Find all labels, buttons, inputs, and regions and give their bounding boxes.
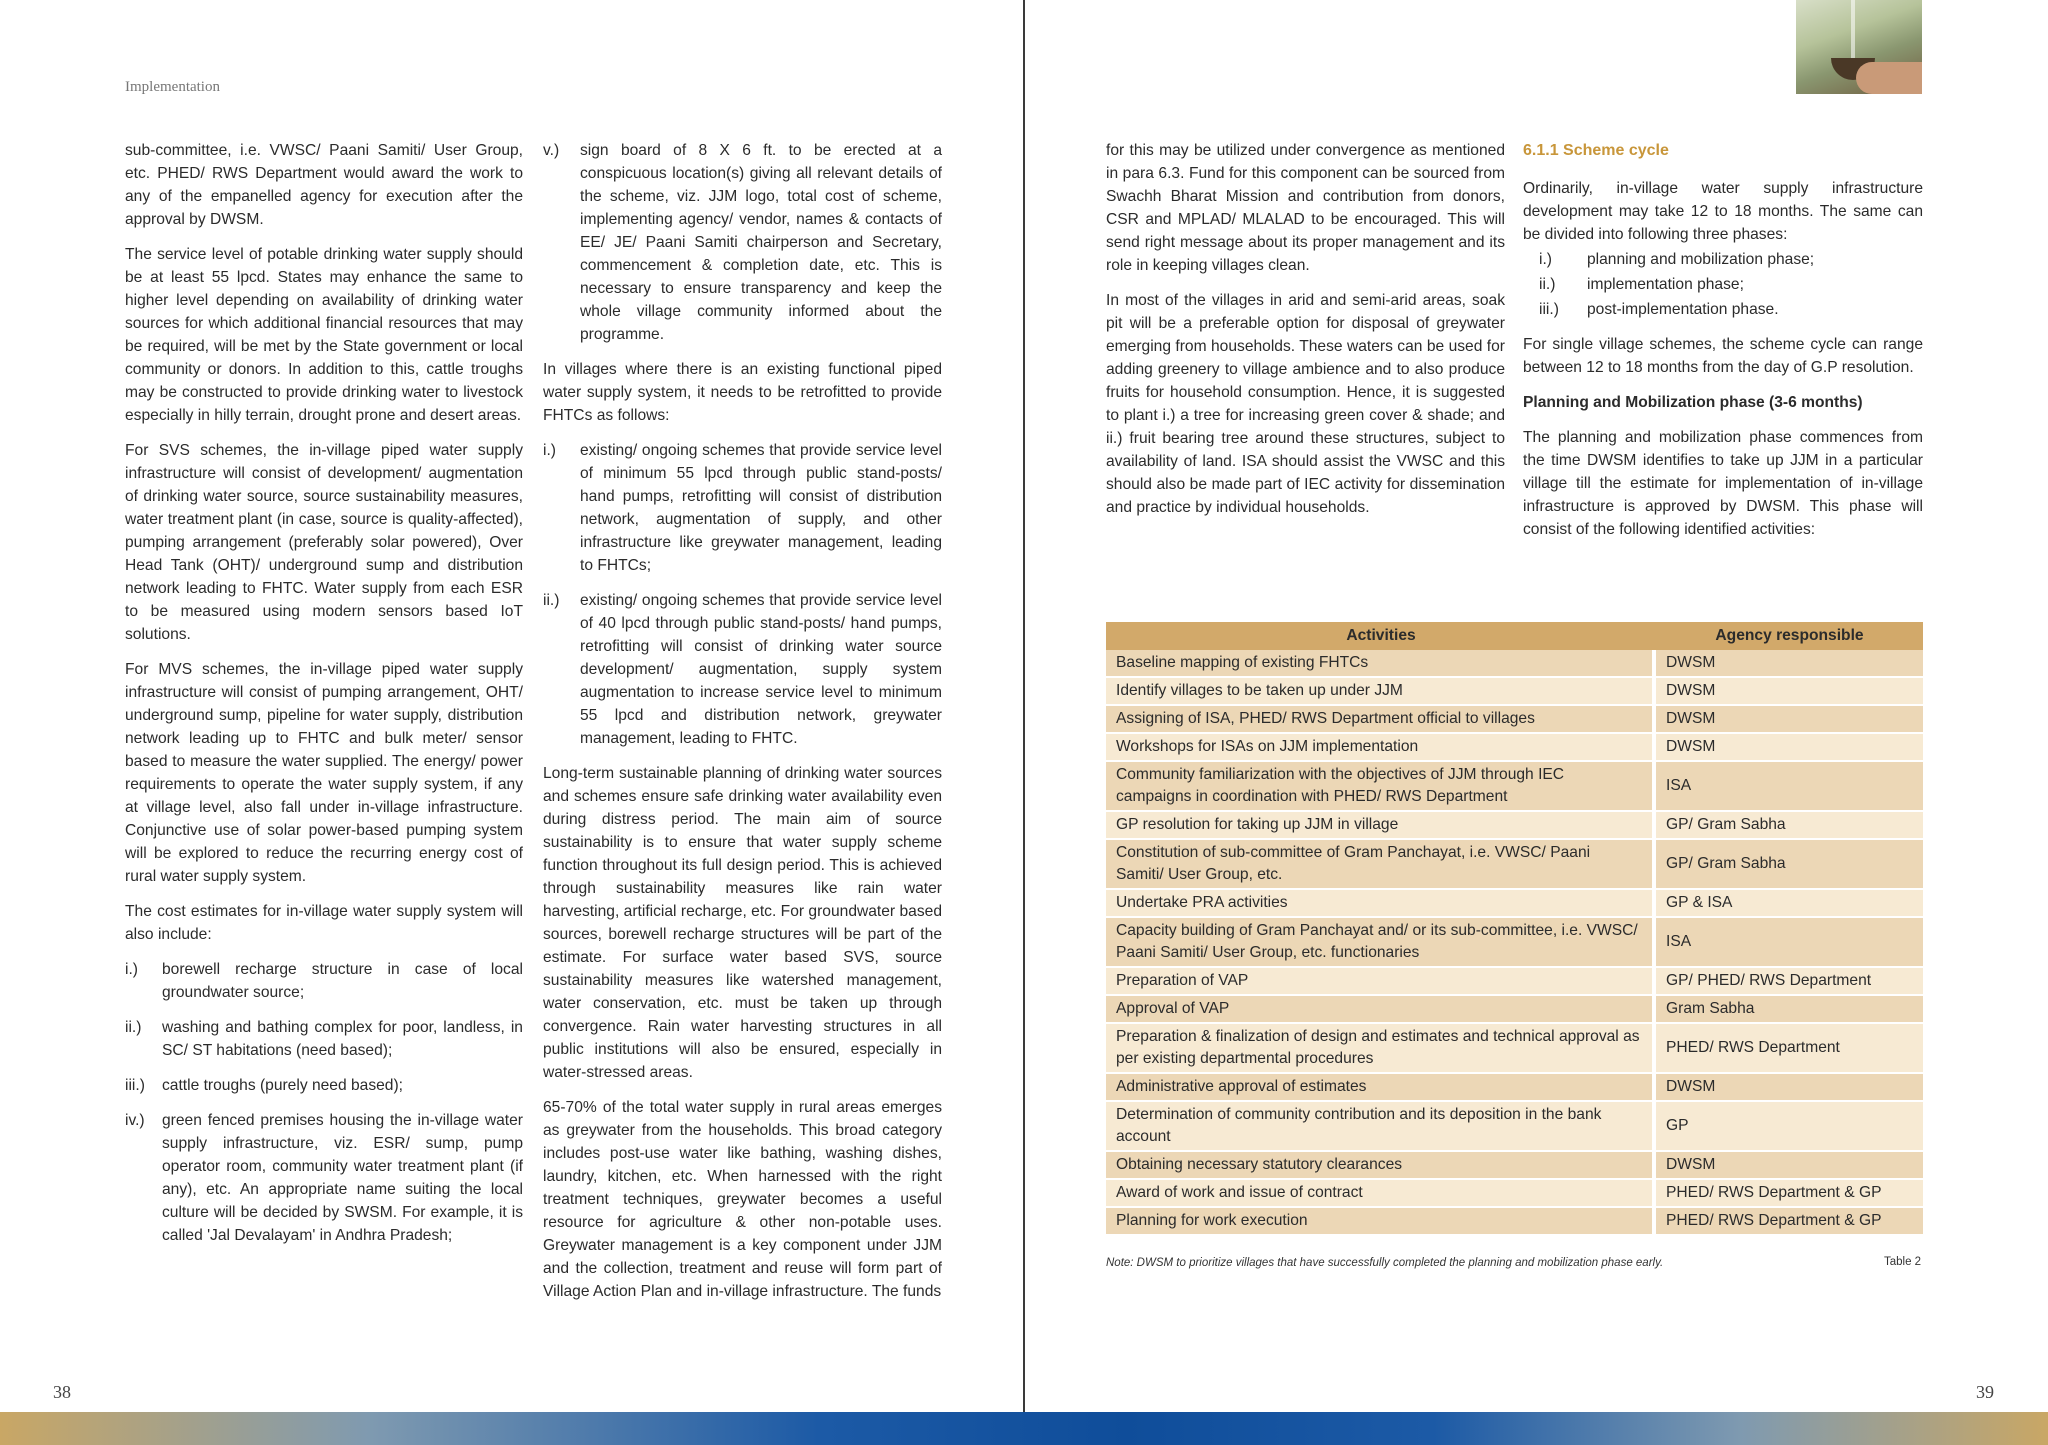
activity-cell: Award of work and issue of contract bbox=[1106, 1180, 1656, 1208]
paragraph: for this may be utilized under convergence as mentioned in para 6.3. Fund for this component can be sourced from Swachh Bharat Mission and contribution from donors, CSR and MPLAD/ MLALAD to be encouraged. This will send right message about its proper management and its role in keeping villages clean. bbox=[1106, 142, 1505, 274]
paragraph: For MVS schemes, the in-village piped water supply infrastructure will consist of pumping arrangement, OHT/ underground sump, pipeline for water supply, distribution network leading up to FHTC and bulk meter/ sensor based to measure the water supplied. The energy/ power requirements to operate the water supply system, if any at village level, also fall under in-village infrastructure. Conjunctive use of solar power-based pumping system will be explored to reduce the recurring energy cost of rural water supply system. bbox=[125, 661, 523, 885]
list-text: existing/ ongoing schemes that provide service level of 40 lpcd through public stand-posts/ hand pumps, retrofitting will consist of drinking water source development/ augmentation, supply system augmentation to increase service level to minimum 55 lpcd and distribution network, greywater management, leading to FHTC. bbox=[580, 592, 942, 747]
agency-cell: DWSM bbox=[1656, 678, 1923, 706]
list-text: planning and mobilization phase; bbox=[1587, 251, 1815, 268]
list-number: v.) bbox=[543, 142, 560, 159]
list-number: iv.) bbox=[125, 1112, 145, 1129]
list-text: cattle troughs (purely need based); bbox=[162, 1077, 403, 1094]
agency-cell: DWSM bbox=[1656, 1152, 1923, 1180]
table-number: Table 2 bbox=[1884, 1256, 1922, 1268]
section-heading: 6.1.1 Scheme cycle bbox=[1523, 142, 1669, 159]
agency-cell: DWSM bbox=[1656, 734, 1923, 762]
paragraph: Ordinarily, in-village water supply infrastructure development may take 12 to 18 months. The same can be divided into following three phases: bbox=[1523, 180, 1923, 243]
list-text: sign board of 8 X 6 ft. to be erected at a conspicuous location(s) giving all relevant details of the scheme, viz. JJM logo, total cost of scheme, implementing agency/ vendor, names & contacts of EE/ JE/ Paani Samiti chairperson and Secretary, commencement & completion date, etc. This is necessary to ensure transparency and keep the whole village community informed about the programme. bbox=[580, 142, 942, 343]
list-number: iii.) bbox=[125, 1077, 145, 1094]
activity-cell: Capacity building of Gram Panchayat and/ or its sub-committee, i.e. VWSC/ Paani Samiti/ User Group, etc. functionaries bbox=[1106, 918, 1656, 968]
agency-cell: GP & ISA bbox=[1656, 890, 1923, 918]
table-row bbox=[1106, 890, 1923, 918]
activity-cell: Baseline mapping of existing FHTCs bbox=[1106, 650, 1656, 678]
activity-cell: Assigning of ISA, PHED/ RWS Department official to villages bbox=[1106, 706, 1656, 734]
list-number: ii.) bbox=[125, 1019, 142, 1036]
water-stream-shape bbox=[1851, 0, 1855, 58]
activity-cell: Undertake PRA activities bbox=[1106, 890, 1656, 918]
list-text: green fenced premises housing the in-village water supply infrastructure, viz. ESR/ sump, pump operator room, community water treatment plant (if any), etc. An appropriate name suiting the local culture will be decided by SWSM. For example, it is called 'Jal Devalayam' in Andhra Pradesh; bbox=[162, 1112, 523, 1244]
table-row bbox=[1106, 1024, 1923, 1074]
agency-cell: DWSM bbox=[1656, 706, 1923, 734]
activities-table bbox=[1106, 622, 1923, 1236]
list-item bbox=[1539, 273, 1923, 296]
table-row bbox=[1106, 762, 1923, 812]
list-item bbox=[543, 139, 942, 346]
table-row bbox=[1106, 1180, 1923, 1208]
page-number: 38 bbox=[53, 1382, 71, 1402]
list-number: ii.) bbox=[543, 592, 560, 609]
paragraph: 65-70% of the total water supply in rural areas emerges as greywater from the households. This broad category includes post-use water like bathing, washing dishes, laundry, kitchen, etc. When harnessed with the right treatment techniques, greywater becomes a useful resource for agriculture & other non-potable uses. Greywater management is a key component under JJM and the collection, treatment and reuse will form part of Village Action Plan and in-village infrastructure. The funds bbox=[543, 1099, 942, 1300]
table-row bbox=[1106, 734, 1923, 762]
paragraph: The service level of potable drinking water supply should be at least 55 lpcd. States may enhance the same to higher level depending on availability of drinking water sources for which additional financial resources that may be required, will be met by the State government or local community or donors. In addition to this, cattle troughs may be constructed to provide drinking water to livestock especially in hilly terrain, drought prone and desert areas. bbox=[125, 246, 523, 424]
table-note: Note: DWSM to prioritize villages that have successfully completed the planning and mobilization phase early. bbox=[1106, 1257, 1664, 1269]
activity-cell: Workshops for ISAs on JJM implementation bbox=[1106, 734, 1656, 762]
paragraph: In most of the villages in arid and semi-arid areas, soak pit will be a preferable option for disposal of greywater emerging from households. These waters can be used for adding greenery to village ambience and to also produce fruits for household consumption. Hence, it is suggested to plant i.) a tree for increasing green cover & shade; and ii.) fruit bearing tree around these structures, subject to availability of land. ISA should assist the VWSC and this should also be made part of IEC activity for dissemination and practice by individual households. bbox=[1106, 292, 1505, 516]
column-header-activities: Activities bbox=[1106, 622, 1656, 650]
list-item bbox=[1539, 298, 1923, 321]
table-row bbox=[1106, 996, 1923, 1024]
right-column-1 bbox=[1106, 139, 1505, 531]
list-item bbox=[125, 1074, 523, 1097]
table-row bbox=[1106, 918, 1923, 968]
list-text: implementation phase; bbox=[1587, 276, 1744, 293]
activity-cell: Approval of VAP bbox=[1106, 996, 1656, 1024]
table-row bbox=[1106, 650, 1923, 678]
list-number: ii.) bbox=[1539, 276, 1556, 293]
list-number: i.) bbox=[543, 442, 556, 459]
table-header-row bbox=[1106, 622, 1923, 650]
table-row bbox=[1106, 840, 1923, 890]
agency-cell: GP/ Gram Sabha bbox=[1656, 812, 1923, 840]
activity-cell: Administrative approval of estimates bbox=[1106, 1074, 1656, 1102]
subheading: Planning and Mobilization phase (3-6 months) bbox=[1523, 394, 1863, 411]
agency-cell: PHED/ RWS Department & GP bbox=[1656, 1208, 1923, 1236]
paragraph: In villages where there is an existing functional piped water supply system, it needs to be retrofitted to provide FHTCs as follows: bbox=[543, 361, 942, 424]
list-item bbox=[125, 958, 523, 1004]
page-number: 39 bbox=[1976, 1382, 1994, 1402]
left-page bbox=[0, 0, 1023, 1412]
list-number: i.) bbox=[125, 961, 138, 978]
table-row bbox=[1106, 1102, 1923, 1152]
table-row bbox=[1106, 1152, 1923, 1180]
list-number: i.) bbox=[1539, 251, 1552, 268]
decorative-photo bbox=[1796, 0, 1922, 94]
activity-cell: Obtaining necessary statutory clearances bbox=[1106, 1152, 1656, 1180]
agency-cell: GP bbox=[1656, 1102, 1923, 1152]
paragraph: The planning and mobilization phase commences from the time DWSM identifies to take up JJM in a particular village till the estimate for implementation of in-village infrastructure is approved by DWSM. This phase will consist of the following identified activities: bbox=[1523, 429, 1923, 538]
agency-cell: PHED/ RWS Department bbox=[1656, 1024, 1923, 1074]
paragraph: sub-committee, i.e. VWSC/ Paani Samiti/ User Group, etc. PHED/ RWS Department would award the work to any of the empanelled agency for execution after the approval by DWSM. bbox=[125, 142, 523, 228]
right-column-2 bbox=[1523, 139, 1923, 553]
paragraph: Long-term sustainable planning of drinking water sources and schemes ensure safe drinking water availability even during distress period. The main aim of source sustainability is to ensure that water supply scheme function throughout its full design period. This is achieved through sustainability measures like rain water harvesting, artificial recharge, etc. For groundwater based sources, borewell recharge structures will be part of the estimate. For surface water based SVS, source sustainability measures like watershed management, water conservation, etc. must be taken up through convergence. Rain water harvesting structures in all public institutions will also be ensured, especially in water-stressed areas. bbox=[543, 765, 942, 1081]
paragraph: For SVS schemes, the in-village piped water supply infrastructure will consist of development/ augmentation of drinking water source, source sustainability measures, water treatment plant (in case, source is quality-affected), pumping arrangement (preferably solar powered), Over Head Tank (OHT)/ underground sump and distribution network leading to FHTC. Water supply from each ESR to be measured using modern sensors based IoT solutions. bbox=[125, 442, 523, 643]
running-head: Implementation bbox=[125, 79, 220, 95]
activity-cell: Community familiarization with the objectives of JJM through IEC campaigns in coordination with PHED/ RWS Department bbox=[1106, 762, 1656, 812]
list-item bbox=[1539, 248, 1923, 271]
left-column-1 bbox=[125, 139, 523, 1259]
list-text: borewell recharge structure in case of local groundwater source; bbox=[162, 961, 523, 1001]
table-row bbox=[1106, 1208, 1923, 1236]
list-item bbox=[125, 1016, 523, 1062]
table-row bbox=[1106, 968, 1923, 996]
left-column-2 bbox=[543, 139, 942, 1315]
activity-cell: Determination of community contribution and its deposition in the bank account bbox=[1106, 1102, 1656, 1152]
hand-shape bbox=[1856, 62, 1922, 94]
activity-cell: Planning for work execution bbox=[1106, 1208, 1656, 1236]
agency-cell: ISA bbox=[1656, 762, 1923, 812]
paragraph: For single village schemes, the scheme cycle can range between 12 to 18 months from the day of G.P resolution. bbox=[1523, 336, 1923, 376]
activity-cell: Constitution of sub-committee of Gram Panchayat, i.e. VWSC/ Paani Samiti/ User Group, etc. bbox=[1106, 840, 1656, 890]
table-row bbox=[1106, 678, 1923, 706]
column-header-agency: Agency responsible bbox=[1656, 622, 1923, 650]
agency-cell: PHED/ RWS Department & GP bbox=[1656, 1180, 1923, 1208]
agency-cell: GP/ Gram Sabha bbox=[1656, 840, 1923, 890]
table-row bbox=[1106, 1074, 1923, 1102]
list-number: iii.) bbox=[1539, 301, 1559, 318]
list-text: existing/ ongoing schemes that provide service level of minimum 55 lpcd through public stand-posts/ hand pumps, retrofitting will consist of distribution network, augmentation of supply, and other infrastructure like greywater management, leading to FHTCs; bbox=[580, 442, 942, 574]
list-item bbox=[543, 589, 942, 750]
activity-cell: Preparation of VAP bbox=[1106, 968, 1656, 996]
bottom-decorative-bar bbox=[0, 1412, 2048, 1445]
agency-cell: DWSM bbox=[1656, 1074, 1923, 1102]
phase-list bbox=[1539, 248, 1923, 321]
agency-cell: Gram Sabha bbox=[1656, 996, 1923, 1024]
activity-cell: GP resolution for taking up JJM in village bbox=[1106, 812, 1656, 840]
activity-cell: Identify villages to be taken up under JJM bbox=[1106, 678, 1656, 706]
list-item bbox=[125, 1109, 523, 1247]
agency-cell: ISA bbox=[1656, 918, 1923, 968]
agency-cell: GP/ PHED/ RWS Department bbox=[1656, 968, 1923, 996]
list-text: washing and bathing complex for poor, landless, in SC/ ST habitations (need based); bbox=[162, 1019, 523, 1059]
list-item bbox=[543, 439, 942, 577]
list-text: post-implementation phase. bbox=[1587, 301, 1779, 318]
agency-cell: DWSM bbox=[1656, 650, 1923, 678]
table-row bbox=[1106, 706, 1923, 734]
table-body bbox=[1106, 650, 1923, 1236]
activity-cell: Preparation & finalization of design and estimates and technical approval as per existing departmental procedures bbox=[1106, 1024, 1656, 1074]
paragraph: The cost estimates for in-village water supply system will also include: bbox=[125, 903, 523, 943]
table-row bbox=[1106, 812, 1923, 840]
